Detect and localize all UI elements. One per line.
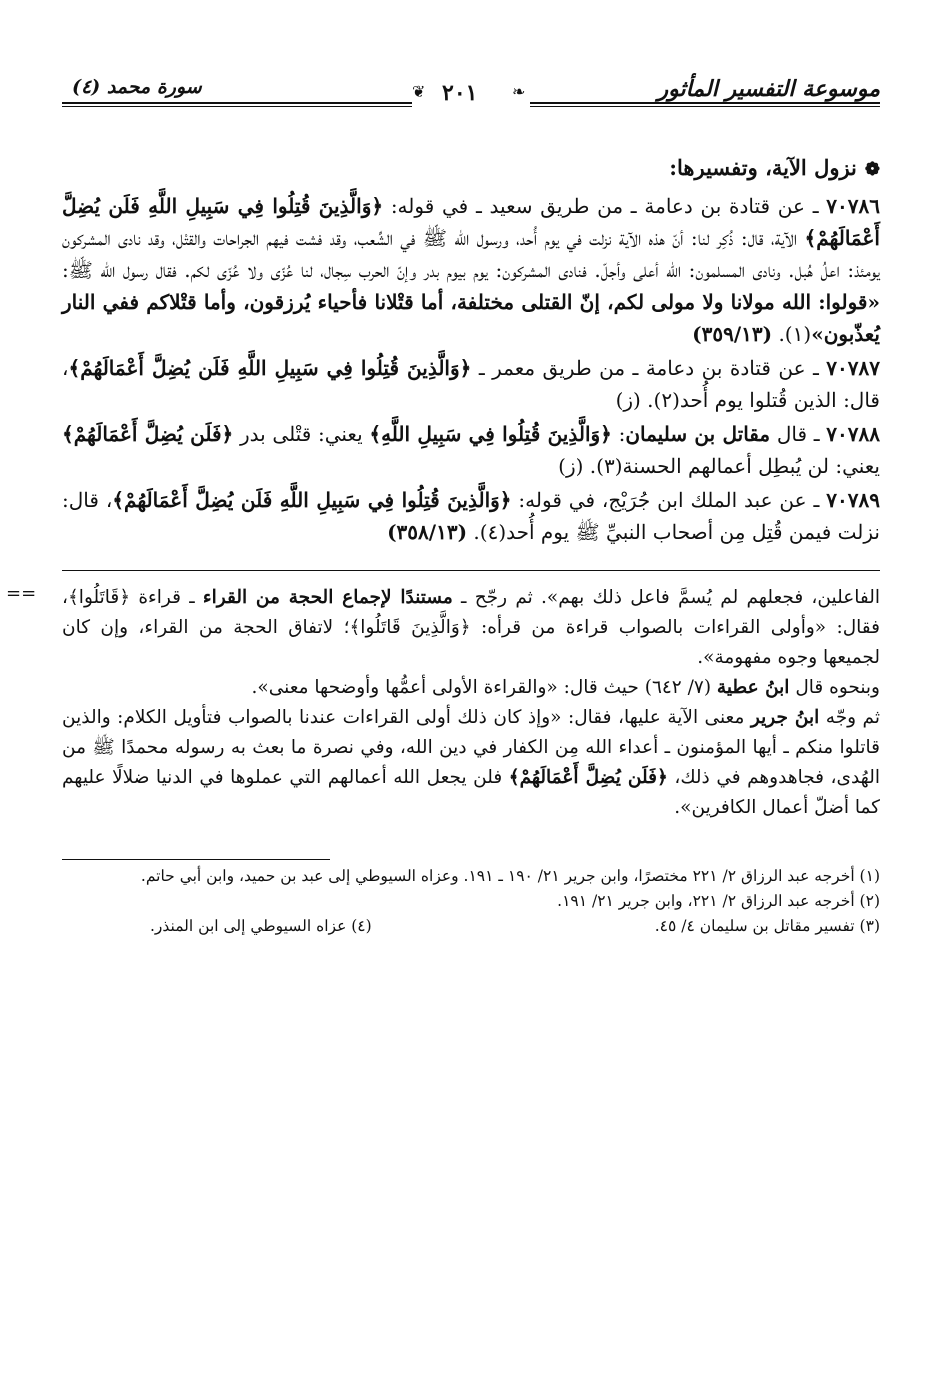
header-rule-left: [62, 102, 412, 104]
scholar-name: مقاتل بن سليمان: [625, 422, 771, 446]
quran-verse: ﴿وَالَّذِينَ قُتِلُوا فِي سَبِيلِ اللَّهِ فَلَن يُضِلَّ أَعْمَالَهُمْ﴾: [112, 488, 512, 512]
commentary-text: ـ قراءة ﴿قَاتَلُوا﴾، فقال: «وأولى القراءات بالصواب قراءة من قرأه: ﴿وَالَّذِينَ قَاتَلُوا﴾؛ لاتفاق الحجة من القراء، وإن كان لجميعها وجوه مفهومة».: [62, 587, 880, 668]
commentary-text: فلن يجعل الله أعمالهم التي عملوها في الدنيا ضلالًا عليهم كما أضلّ أعمال الكافرين».: [62, 767, 880, 818]
commentary-block: [6, 583, 881, 823]
entry-number: ٧٠٧٨٨: [826, 422, 880, 446]
quran-verse: ﴿وَالَّذِينَ قُتِلُوا فِي سَبِيلِ اللَّهِ فَلَن يُضِلَّ أَعْمَالَهُمْ﴾: [68, 356, 472, 380]
book-title: موسوعة التفسير المأثور: [657, 76, 880, 102]
footnote-1: (١) أخرجه عبد الرزاق ٢/ ٢٢١ مختصرًا، وابن جرير ٢١/ ١٩٠ ـ ١٩١. وعزاه السيوطي إلى عبد بن حميد، وابن أبي حاتم.: [140, 867, 880, 885]
commentary-paragraph: [62, 703, 880, 823]
commentary-separator: [62, 570, 880, 571]
entry-text: ـ عن قتادة بن دعامة ـ من طريق معمر ـ: [471, 356, 827, 380]
header-rule-right: [530, 102, 880, 104]
scholar-name: ابنُ جرير: [750, 707, 820, 728]
quran-verse: ﴿فَلَن يُضِلَّ أَعْمَالَهُمْ﴾: [62, 422, 234, 446]
footnote-separator: [62, 859, 330, 860]
entry-70788: [62, 418, 880, 482]
commentary-paragraph: [62, 583, 880, 673]
ornament-right-icon: ❧: [512, 82, 526, 101]
entry-text: ، قال: الذين قُتلوا يوم أُحد(٢). (ز): [62, 356, 880, 412]
continuation-marker: ==: [6, 583, 37, 604]
commentary-text: ثم وجّه: [819, 707, 880, 728]
commentary-bold: مستندًا لإجماع الحجة من القراء: [202, 587, 453, 608]
footnote-3: (٣) تفسير مقاتل بن سليمان ٤/ ٤٥.: [654, 917, 880, 935]
section-title: نزول الآية، وتفسيرها:: [669, 155, 857, 180]
quran-verse: ﴿وَالَّذِينَ قُتِلُوا فِي سَبِيلِ اللَّهِ﴾: [369, 422, 612, 446]
entry-number: ٧٠٧٨٩: [826, 488, 880, 512]
commentary-text: معنى الآية عليها، فقال: «وإذ كان ذلك أولى القراءات عندنا بالصواب فتأويل الكلام: والذين قاتلوا منكم ـ أيها المؤمنون ـ أعداء الله مِن الكفار في دين الله، وفي نصرة ما بعث به رسوله محمدًا ﷺ من الهُدى، فجاهدوهم في ذلك،: [62, 707, 880, 788]
entry-text: ـ عن قتادة بن دعامة ـ من طريق سعيد ـ في قوله:: [383, 194, 827, 218]
footnote-marker: (١).: [772, 322, 812, 346]
quran-verse: ﴿فَلَن يُضِلَّ أَعْمَالَهُمْ﴾: [508, 767, 668, 788]
page-number: ٢٠١: [442, 80, 478, 106]
quran-verse: ﴿وَالَّذِينَ قُتِلُوا فِي سَبِيلِ اللَّهِ فَلَن يُضِلَّ أَعْمَالَهُمْ﴾: [62, 194, 880, 250]
flower-icon: ❁: [864, 159, 880, 180]
header-rule-right-thin: [530, 106, 880, 107]
entry-number: ٧٠٧٨٦: [826, 194, 880, 218]
footnote-2: (٢) أخرجه عبد الرزاق ٢/ ٢٢١، وابن جرير ٢١/ ١٩١.: [557, 892, 880, 910]
entry-70786: [62, 190, 880, 350]
commentary-paragraph: [62, 673, 880, 703]
header-rule-left-thin: [62, 106, 412, 107]
commentary-text: وبنحوه قال: [789, 677, 880, 698]
footnote-row: [62, 914, 880, 939]
footnote-4: (٤) عزاه السيوطي إلى ابن المنذر.: [150, 917, 372, 935]
entry-text: ـ عن عبد الملك ابن جُرَيْج، في قوله:: [511, 488, 827, 512]
entry-70789: [62, 484, 880, 548]
entry-text: الآية، قال: ذُكِر لنا: أنّ هذه الآية نزلت في يوم أُحد، ورسول الله ﷺ في الشِّعب، وقد فشت فيهم الجراحات والقتْل، وقد نادى المشركون يومئذ: اعلُ هُبل. ونادى المسلمون: الله أعلى وأجلّ. فنادى المشركون: يوم بيوم بدر وإنّ الحرب سِجال، لنا عُزّى ولا عُزّى لكم. فقال رسول الله ﷺ:: [62, 226, 880, 282]
page: [6, 70, 881, 1370]
section-heading: [62, 148, 880, 190]
entry-text: ـ قال: [770, 422, 827, 446]
hadith-text: «قولوا: الله مولانا ولا مولى لكم، إنّ القتلى مختلفة، أما قتْلانا فأحياء يُرزقون، وأما قتْلاكم ففي النار يُعذّبون»: [62, 290, 880, 346]
scholar-name: ابنُ عطية: [716, 677, 790, 698]
entry-text: ، قال: نزلت فيمن قُتِل مِن أصحاب النبيِّ ﷺ يوم أُحد(٤).: [62, 488, 880, 544]
entry-text: يعني: لن يُبطِل أعمالهم الحسنة(٣). (ز): [558, 454, 880, 478]
running-header: [62, 70, 880, 106]
entry-number: ٧٠٧٨٧: [826, 356, 881, 380]
footnotes: [62, 864, 880, 939]
commentary-text: الفاعلين، فجعلهم لم يُسمَّ فاعل ذلك بهم». ثم رجّح ـ: [452, 587, 881, 608]
surah-title: سورة محمد (٤): [72, 76, 202, 98]
entry-text: :: [611, 422, 626, 446]
commentary-text: (٧/ ٦٤٢) حيث قال: «والقراءة الأولى أعمُّها وأوضحها معنى».: [251, 677, 717, 698]
volume-reference: (٣٥٩/١٣): [692, 322, 773, 346]
entry-70787: [62, 352, 880, 416]
entry-text: يعني: قتْلى بدر: [233, 422, 370, 446]
ornament-left-icon: ❦: [412, 82, 426, 101]
volume-reference: (٣٥٨/١٣): [387, 520, 468, 544]
